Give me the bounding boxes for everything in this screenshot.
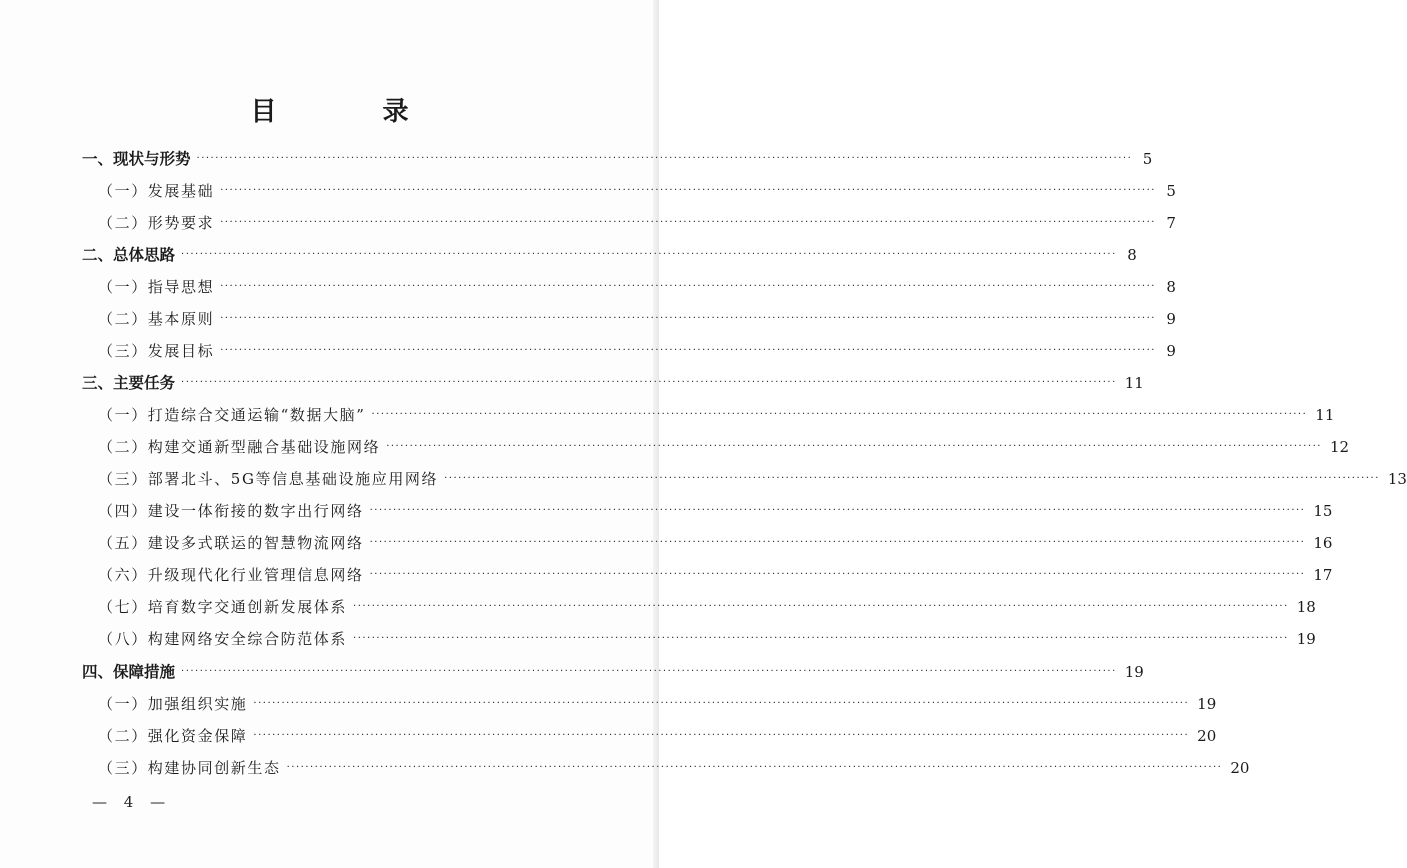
dot-leader: ········································································································································································································	[353, 633, 1289, 644]
dot-leader: ········································································································································································································	[253, 730, 1190, 741]
toc-entry-label: （三）部署北斗、5G等信息基础设施应用网络	[98, 470, 439, 488]
toc-section-entry	[82, 659, 1144, 685]
toc-section-entry	[82, 242, 1137, 268]
toc-entry-page-number: 12	[1329, 438, 1350, 456]
toc-subsection-entry	[98, 402, 1335, 428]
toc-entry-label: 三、主要任务	[82, 374, 176, 392]
toc-entry-label: （四）建设一体衔接的数字出行网络	[98, 502, 364, 520]
toc-entry-label: （六）升级现代化行业管理信息网络	[98, 566, 364, 584]
toc-entry-page-number: 20	[1230, 759, 1250, 777]
dot-leader: ········································································································································································································	[220, 313, 1156, 324]
dot-leader: ········································································································································································································	[371, 409, 1308, 420]
dot-leader: ········································································································································································································	[220, 217, 1156, 228]
toc-entry-page-number: 9	[1166, 342, 1176, 360]
toc-subsection-entry	[98, 210, 1176, 236]
dot-leader: ········································································································································································································	[369, 569, 1306, 580]
toc-entry-label: （二）构建交通新型融合基础设施网络	[98, 438, 381, 456]
toc-subsection-entry	[98, 755, 1250, 781]
toc-entry-page-number: 17	[1313, 566, 1333, 584]
toc-entry-page-number: 11	[1315, 406, 1335, 424]
toc-entry-page-number: 9	[1166, 310, 1176, 328]
toc-subsection-entry	[98, 178, 1176, 204]
dot-leader: ········································································································································································································	[353, 601, 1289, 612]
toc-subsection-entry	[98, 530, 1333, 556]
toc-entry-label: 二、总体思路	[82, 246, 176, 264]
toc-entry-label: 一、现状与形势	[82, 150, 191, 168]
dot-leader: ········································································································································································································	[386, 441, 1322, 452]
toc-entry-page-number: 18	[1296, 598, 1316, 616]
toc-entry-page-number: 5	[1142, 150, 1153, 168]
toc-entry-page-number: 11	[1124, 374, 1144, 392]
toc-entry-page-number: 15	[1313, 502, 1333, 520]
toc-entry-label: 四、保障措施	[82, 663, 176, 681]
toc-entry-label: （二）形势要求	[98, 214, 215, 232]
toc-subsection-entry	[98, 306, 1176, 332]
toc-entry-label: （二）基本原则	[98, 310, 215, 328]
toc-section-entry	[82, 370, 1144, 396]
toc-subsection-entry	[98, 626, 1316, 652]
toc-subsection-entry	[98, 594, 1316, 620]
dot-leader: ········································································································································································································	[181, 377, 1117, 388]
dot-leader: ········································································································································································································	[220, 185, 1156, 196]
toc-subsection-entry	[98, 498, 1333, 524]
toc-section-entry	[82, 146, 1153, 172]
dot-leader: ········································································································································································································	[253, 698, 1190, 709]
page-title: 目 录	[250, 97, 449, 127]
toc-entry-page-number: 16	[1313, 534, 1333, 552]
toc-subsection-entry	[98, 691, 1217, 717]
toc-subsection-entry	[98, 723, 1217, 749]
dot-leader: ········································································································································································································	[196, 153, 1133, 164]
toc-entry-label: （一）加强组织实施	[98, 695, 248, 713]
toc-entry-page-number: 13	[1387, 470, 1407, 488]
toc-subsection-entry	[98, 274, 1176, 300]
dot-leader: ········································································································································································································	[286, 762, 1223, 773]
toc-entry-label: （一）指导思想	[98, 278, 215, 296]
toc-entry-label: （三）构建协同创新生态	[98, 759, 281, 777]
toc-subsection-entry	[98, 338, 1176, 364]
toc-entry-page-number: 20	[1197, 727, 1217, 745]
toc-subsection-entry	[98, 434, 1350, 460]
dot-leader: ········································································································································································································	[220, 281, 1156, 292]
toc-entry-page-number: 19	[1124, 663, 1144, 681]
dot-leader: ········································································································································································································	[444, 473, 1380, 484]
toc-entry-label: （五）建设多式联运的智慧物流网络	[98, 534, 364, 552]
toc-entry-page-number: 19	[1197, 695, 1217, 713]
toc-entry-page-number: 19	[1296, 630, 1316, 648]
dot-leader: ········································································································································································································	[369, 505, 1306, 516]
dot-leader: ········································································································································································································	[181, 249, 1117, 260]
toc-entry-page-number: 5	[1166, 182, 1176, 200]
toc-subsection-entry	[98, 562, 1333, 588]
toc-entry-page-number: 7	[1166, 214, 1176, 232]
toc-entry-label: （一）打造综合交通运输“数据大脑”	[98, 406, 366, 424]
toc-entry-label: （七）培育数字交通创新发展体系	[98, 598, 348, 616]
toc-entry-label: （三）发展目标	[98, 342, 215, 360]
toc-subsection-entry	[98, 466, 1407, 492]
dot-leader: ········································································································································································································	[369, 537, 1306, 548]
toc-entry-label: （八）构建网络安全综合防范体系	[98, 630, 348, 648]
toc-entry-page-number: 8	[1127, 246, 1137, 264]
toc-entry-label: （二）强化资金保障	[98, 727, 248, 745]
page-number: — 4 —	[92, 793, 172, 811]
dot-leader: ········································································································································································································	[181, 666, 1117, 677]
toc-entry-page-number: 8	[1166, 278, 1176, 296]
dot-leader: ········································································································································································································	[220, 345, 1156, 356]
toc-entry-label: （一）发展基础	[98, 182, 215, 200]
